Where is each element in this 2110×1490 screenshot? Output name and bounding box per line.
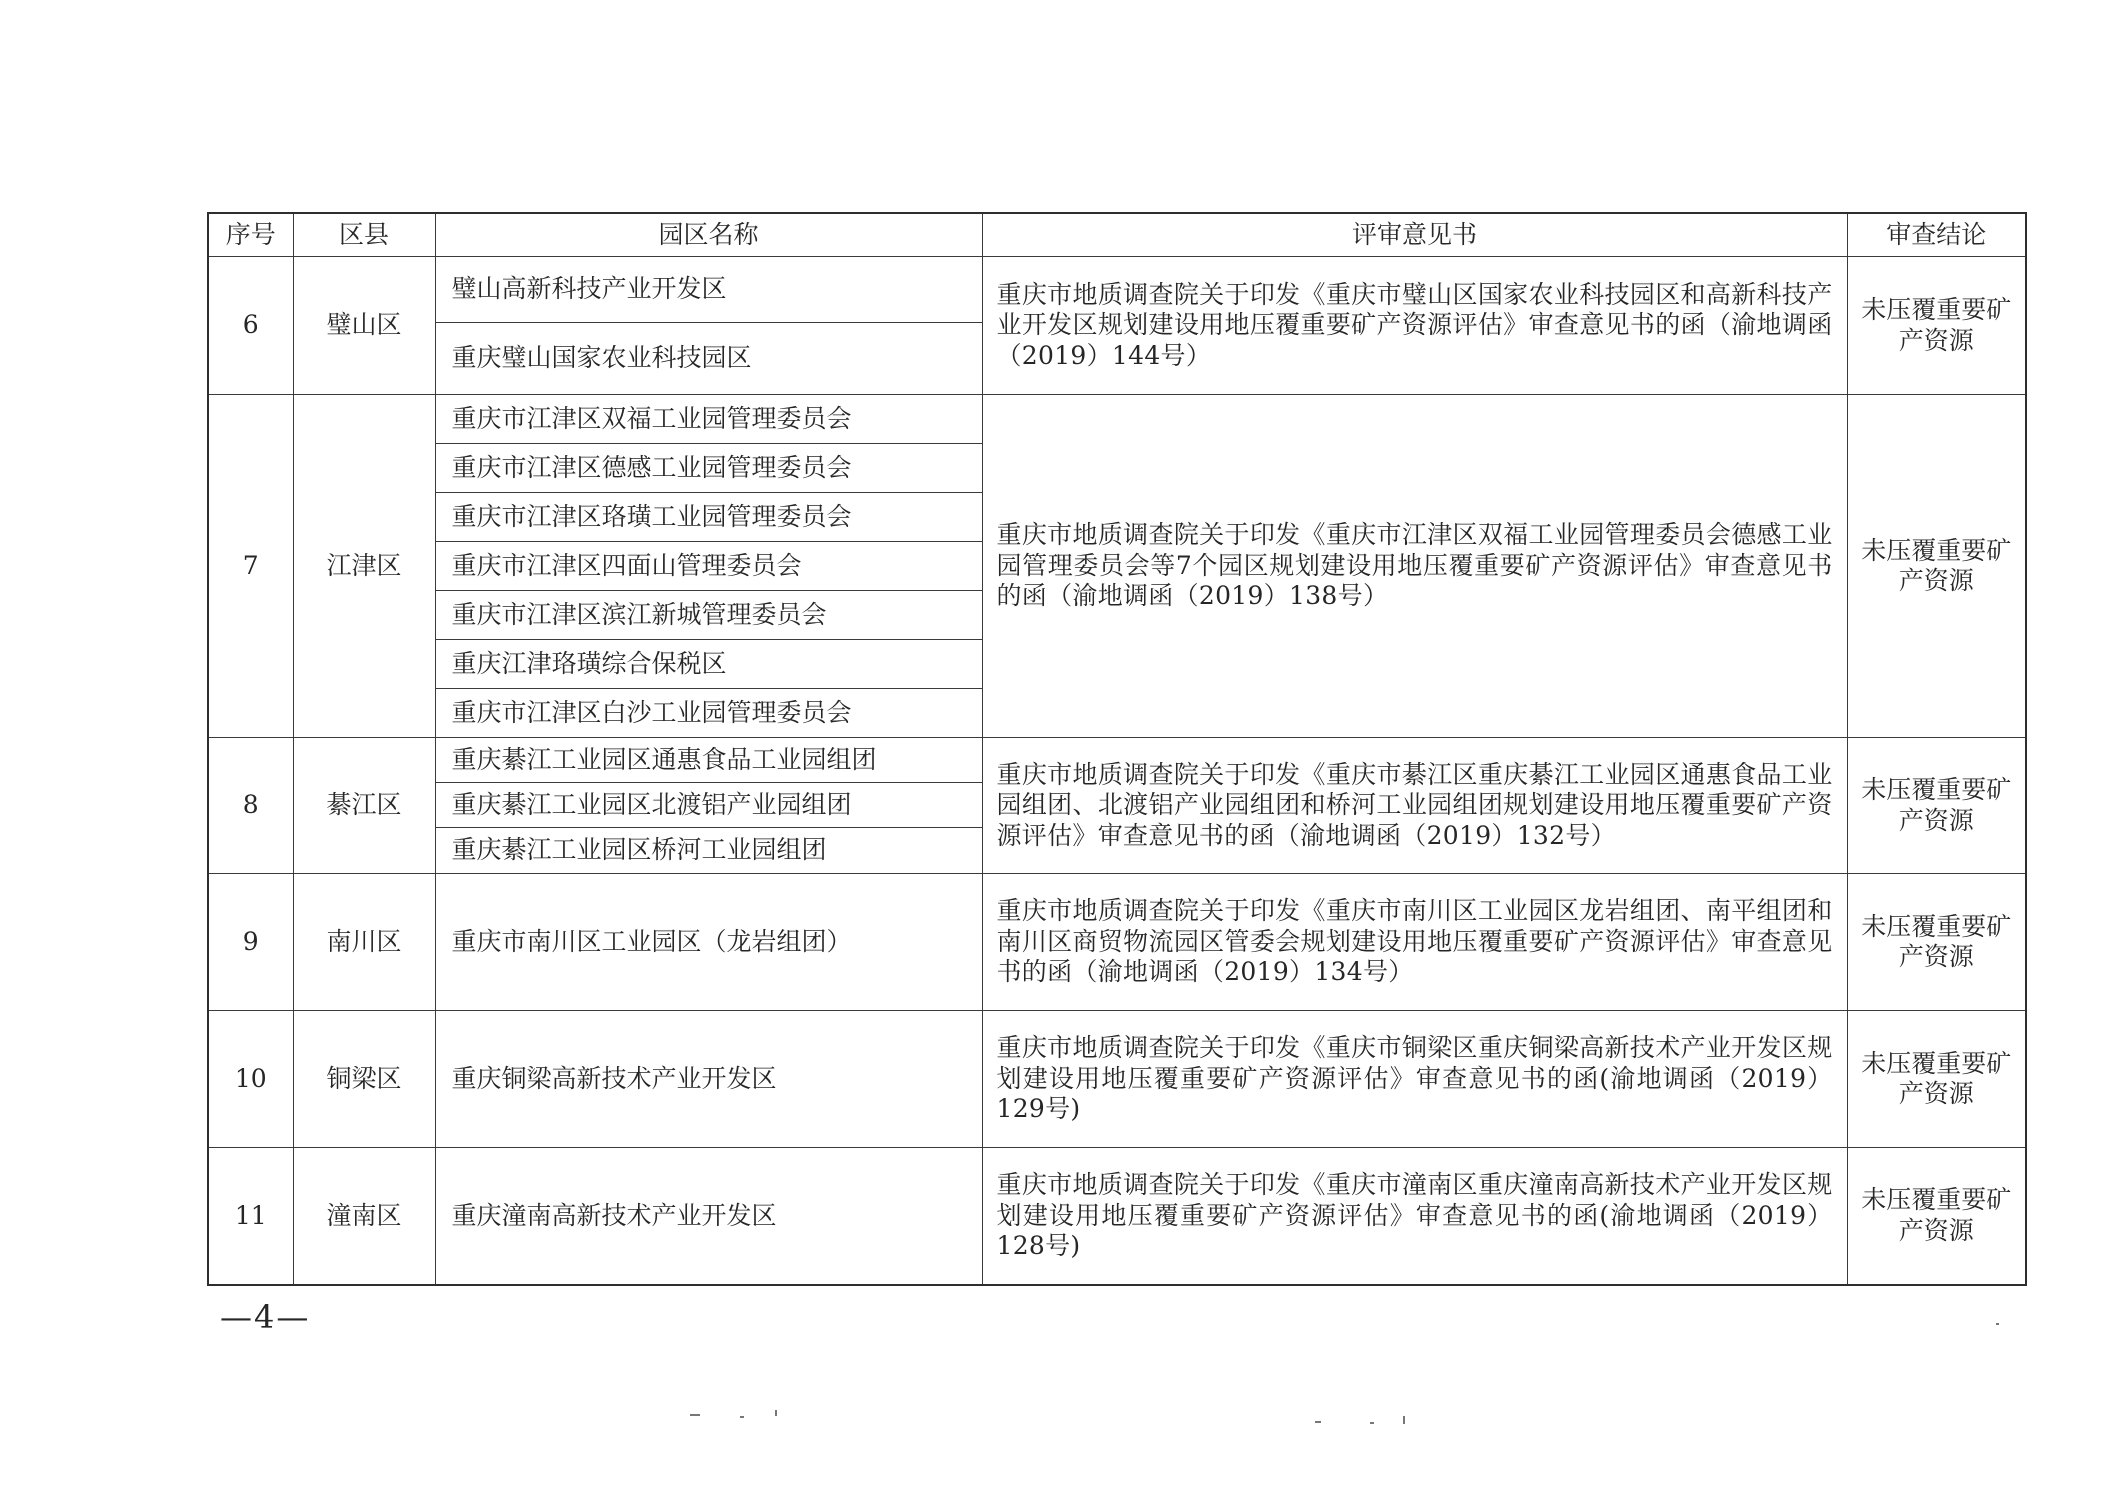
park-name-cell: 重庆綦江工业园区通惠食品工业园组团	[435, 738, 982, 783]
district-cell: 江津区	[293, 395, 435, 738]
header-conclusion: 审查结论	[1847, 213, 2026, 257]
scan-speck	[1996, 1323, 1999, 1325]
header-district: 区县	[293, 213, 435, 257]
district-cell: 潼南区	[293, 1148, 435, 1285]
park-name-cell: 重庆市江津区白沙工业园管理委员会	[435, 689, 982, 738]
district-cell: 南川区	[293, 874, 435, 1011]
table-row	[208, 1148, 2026, 1285]
conclusion-cell: 未压覆重要矿产资源	[1847, 395, 2026, 738]
park-name-cell: 重庆市南川区工业园区（龙岩组团）	[435, 874, 982, 1011]
opinion-cell: 重庆市地质调查院关于印发《重庆市铜梁区重庆铜梁高新技术产业开发区规划建设用地压覆重要矿产资源评估》审查意见书的函(渝地调函（2019）129号)	[982, 1011, 1847, 1148]
scan-speck	[690, 1414, 700, 1416]
park-name-cell: 重庆铜梁高新技术产业开发区	[435, 1011, 982, 1148]
opinion-cell: 重庆市地质调查院关于印发《重庆市江津区双福工业园管理委员会德感工业园管理委员会等7个园区规划建设用地压覆重要矿产资源评估》审查意见书的函（渝地调函（2019）138号）	[982, 395, 1847, 738]
scan-speck	[1315, 1421, 1321, 1423]
table-header-row	[208, 213, 2026, 257]
page-number: —4—	[220, 1298, 311, 1336]
opinion-cell: 重庆市地质调查院关于印发《重庆市南川区工业园区龙岩组团、南平组团和南川区商贸物流园区管委会规划建设用地压覆重要矿产资源评估》审查意见书的函（渝地调函（2019）134号）	[982, 874, 1847, 1011]
row-number: 6	[208, 257, 293, 395]
assessment-table	[207, 212, 2027, 1286]
conclusion-cell: 未压覆重要矿产资源	[1847, 1011, 2026, 1148]
conclusion-cell: 未压覆重要矿产资源	[1847, 874, 2026, 1011]
scan-speck	[740, 1416, 744, 1418]
scan-speck	[775, 1410, 777, 1416]
district-cell: 铜梁区	[293, 1011, 435, 1148]
table-row	[208, 395, 2026, 444]
district-cell: 璧山区	[293, 257, 435, 395]
park-name-cell: 重庆綦江工业园区北渡铝产业园组团	[435, 783, 982, 828]
table-row	[208, 1011, 2026, 1148]
row-number: 9	[208, 874, 293, 1011]
park-name-cell: 重庆市江津区珞璜工业园管理委员会	[435, 493, 982, 542]
conclusion-cell: 未压覆重要矿产资源	[1847, 738, 2026, 874]
row-number: 11	[208, 1148, 293, 1285]
conclusion-cell: 未压覆重要矿产资源	[1847, 1148, 2026, 1285]
park-name-cell: 重庆市江津区双福工业园管理委员会	[435, 395, 982, 444]
park-name-cell: 重庆市江津区滨江新城管理委员会	[435, 591, 982, 640]
park-name-cell: 重庆綦江工业园区桥河工业园组团	[435, 828, 982, 874]
header-number: 序号	[208, 213, 293, 257]
row-number: 10	[208, 1011, 293, 1148]
header-park-name: 园区名称	[435, 213, 982, 257]
district-cell: 綦江区	[293, 738, 435, 874]
park-name-cell: 重庆江津珞璜综合保税区	[435, 640, 982, 689]
scan-speck	[1403, 1416, 1405, 1424]
park-name-cell: 重庆市江津区德感工业园管理委员会	[435, 444, 982, 493]
table-row	[208, 257, 2026, 323]
row-number: 8	[208, 738, 293, 874]
opinion-cell: 重庆市地质调查院关于印发《重庆市璧山区国家农业科技园区和高新科技产业开发区规划建设用地压覆重要矿产资源评估》审查意见书的函（渝地调函（2019）144号）	[982, 257, 1847, 395]
opinion-cell: 重庆市地质调查院关于印发《重庆市潼南区重庆潼南高新技术产业开发区规划建设用地压覆重要矿产资源评估》审查意见书的函(渝地调函（2019）128号)	[982, 1148, 1847, 1285]
opinion-cell: 重庆市地质调查院关于印发《重庆市綦江区重庆綦江工业园区通惠食品工业园组团、北渡铝产业园组团和桥河工业园组团规划建设用地压覆重要矿产资源评估》审查意见书的函（渝地调函（2019）132号）	[982, 738, 1847, 874]
park-name-cell: 重庆潼南高新技术产业开发区	[435, 1148, 982, 1285]
row-number: 7	[208, 395, 293, 738]
header-review-opinion: 评审意见书	[982, 213, 1847, 257]
conclusion-cell: 未压覆重要矿产资源	[1847, 257, 2026, 395]
table-row	[208, 738, 2026, 783]
park-name-cell: 重庆璧山国家农业科技园区	[435, 323, 982, 395]
park-name-cell: 璧山高新科技产业开发区	[435, 257, 982, 323]
table-row	[208, 874, 2026, 1011]
park-name-cell: 重庆市江津区四面山管理委员会	[435, 542, 982, 591]
scan-speck	[1370, 1422, 1374, 1424]
